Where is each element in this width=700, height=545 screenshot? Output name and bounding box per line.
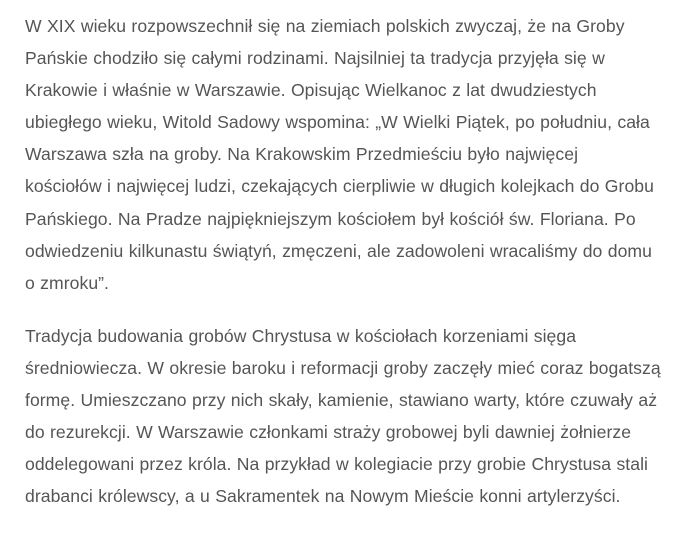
paragraph-1-line-7: Pańskiego. Na Pradze najpiękniejszym kościołem był kościół św. Floriana. Po (25, 208, 636, 229)
paragraph-2 (25, 320, 685, 513)
paragraph-1 (25, 10, 685, 299)
paragraph-2-line-4: do rezurekcji. W Warszawie członkami straży grobowej byli dawniej żołnierze (25, 422, 632, 443)
paragraph-1-line-5: Warszawa szła na groby. Na Krakowskim Przedmieściu było najwięcej (25, 144, 579, 165)
paragraph-1-line-2: Pańskie chodziło się całymi rodzinami. Najsilniej ta tradycja przyjęła się w (25, 48, 605, 69)
paragraph-1-line-8: odwiedzeniu kilkunastu świątyń, zmęczeni, ale zadowoleni wracaliśmy do domu (25, 240, 652, 261)
paragraph-1-line-6: kościołów i najwięcej ludzi, czekających cierpliwie w długich kolejkach do Grobu (25, 176, 654, 197)
article-body (25, 10, 685, 533)
paragraph-2-line-6: drabanci królewscy, a u Sakramentek na Nowym Mieście konni artylerzyści. (25, 486, 621, 507)
paragraph-1-line-3: Krakowie i właśnie w Warszawie. Opisując Wielkanoc z lat dwudziestych (25, 80, 597, 101)
paragraph-2-line-5: oddelegowani przez króla. Na przykład w kolegiacie przy grobie Chrystusa stali (25, 454, 648, 475)
paragraph-2-line-1: Tradycja budowania grobów Chrystusa w kościołach korzeniami sięga (25, 325, 577, 346)
paragraph-1-line-4: ubiegłego wieku, Witold Sadowy wspomina: „W Wielki Piątek, po południu, cała (25, 112, 650, 133)
paragraph-1-line-1: W XIX wieku rozpowszechnił się na ziemiach polskich zwyczaj, że na Groby (25, 16, 625, 36)
paragraph-2-line-2: średniowiecza. W okresie baroku i reformacji groby zaczęły mieć coraz bogatszą (25, 357, 661, 378)
paragraph-1-line-9: o zmroku”. (25, 272, 109, 293)
paragraph-2-line-3: formę. Umieszczano przy nich skały, kamienie, stawiano warty, które czuwały aż (25, 390, 658, 411)
